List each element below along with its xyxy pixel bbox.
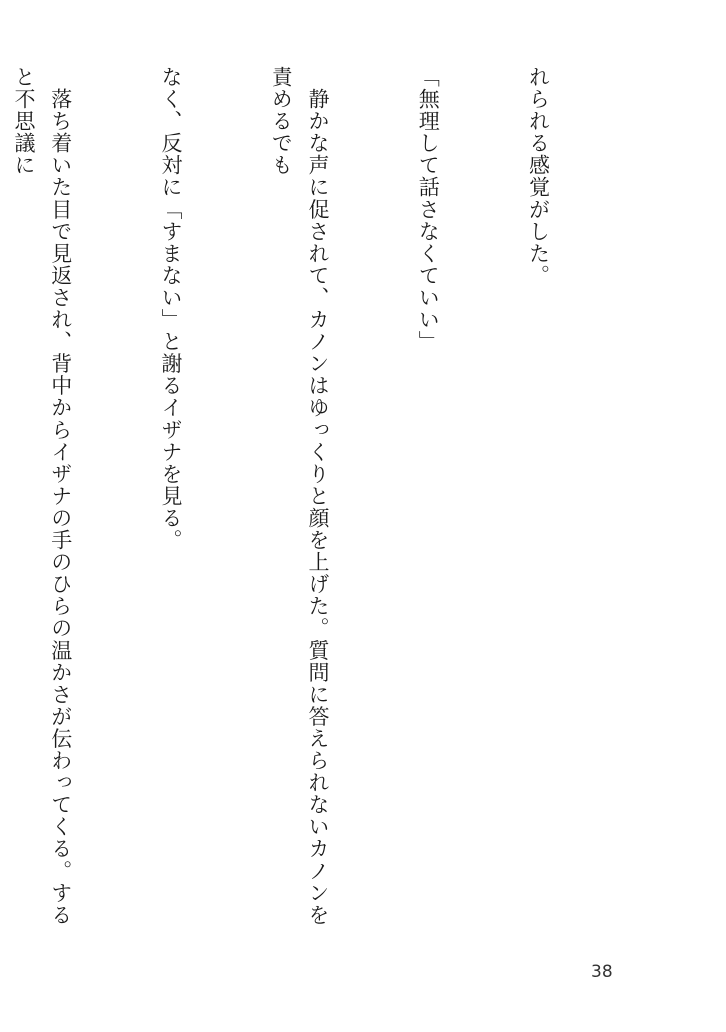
text-line: れられる感覚がした。	[526, 66, 551, 287]
page-number: 38	[591, 962, 613, 982]
text-line: 落ち着いた目で見返され、背中からイザナの手のひらの温かさが伝わってくる。すると不思議に	[12, 66, 73, 926]
text-line: 静かな声に促されて、カノンはゆっくりと顔を上げた。質問に答えられないカノンを責めるでも	[269, 66, 330, 926]
vertical-text-body	[12, 66, 630, 936]
text-line: 「無理して話さなくていい」	[416, 66, 441, 353]
text-line: なく、反対に「すまない」と謝るイザナを見る。	[159, 66, 183, 552]
